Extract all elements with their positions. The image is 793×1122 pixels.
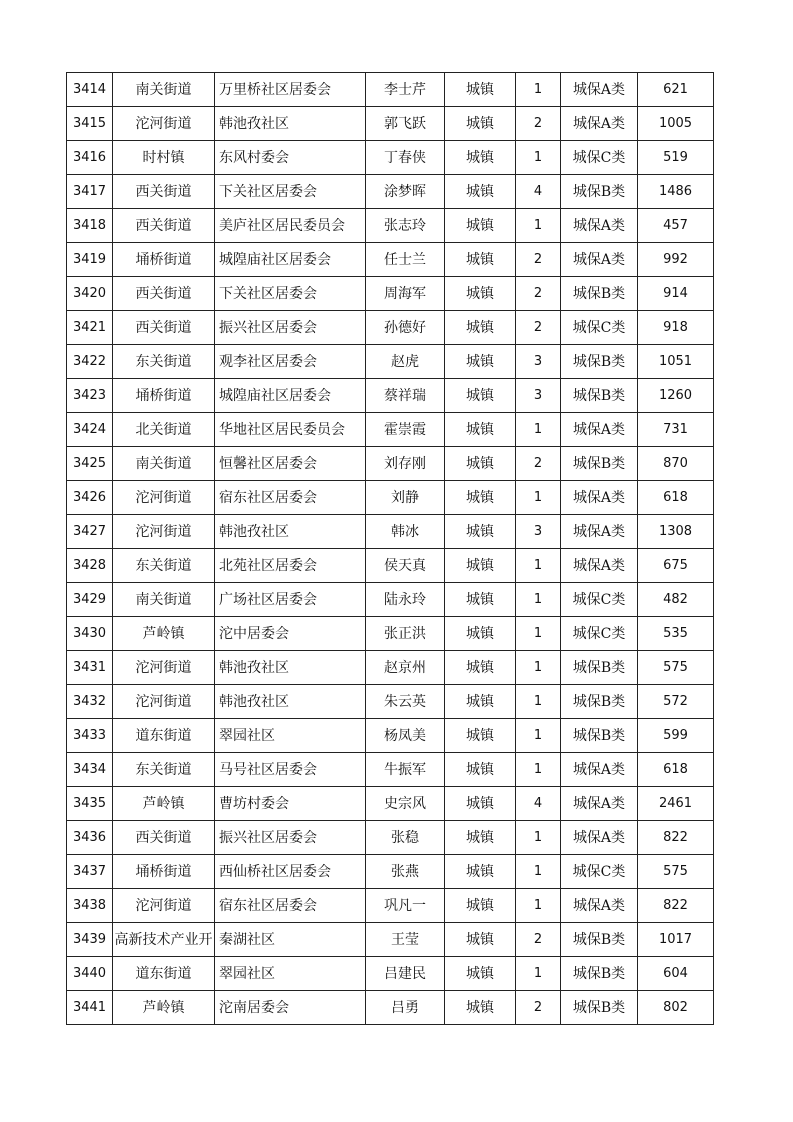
- household-count-cell: 1: [516, 73, 561, 107]
- amount-cell: 822: [638, 889, 714, 923]
- area-type-cell: 城镇: [445, 413, 516, 447]
- table-row: [67, 991, 714, 1025]
- row-id-cell: 3421: [67, 311, 113, 345]
- insurance-category-cell: 城保B类: [561, 991, 638, 1025]
- amount-cell: 599: [638, 719, 714, 753]
- amount-cell: 618: [638, 753, 714, 787]
- insurance-category-cell: 城保B类: [561, 651, 638, 685]
- community-cell: 曹坊村委会: [215, 787, 366, 821]
- community-cell: 城隍庙社区居委会: [215, 243, 366, 277]
- amount-cell: 618: [638, 481, 714, 515]
- amount-cell: 731: [638, 413, 714, 447]
- insurance-category-cell: 城保B类: [561, 447, 638, 481]
- street-cell: 西关街道: [113, 821, 215, 855]
- insurance-category-cell: 城保A类: [561, 107, 638, 141]
- household-count-cell: 2: [516, 107, 561, 141]
- household-count-cell: 1: [516, 753, 561, 787]
- community-cell: 华地社区居民委员会: [215, 413, 366, 447]
- table-row: [67, 889, 714, 923]
- household-count-cell: 1: [516, 957, 561, 991]
- row-id-cell: 3415: [67, 107, 113, 141]
- street-cell: 沱河街道: [113, 481, 215, 515]
- community-cell: 韩池孜社区: [215, 107, 366, 141]
- table-row: [67, 277, 714, 311]
- street-cell: 埇桥街道: [113, 855, 215, 889]
- area-type-cell: 城镇: [445, 481, 516, 515]
- amount-cell: 992: [638, 243, 714, 277]
- person-name-cell: 张正洪: [366, 617, 445, 651]
- table-row: [67, 685, 714, 719]
- table-row: [67, 209, 714, 243]
- street-cell: 沱河街道: [113, 685, 215, 719]
- amount-cell: 1260: [638, 379, 714, 413]
- insurance-category-cell: 城保C类: [561, 617, 638, 651]
- row-id-cell: 3417: [67, 175, 113, 209]
- street-cell: 东关街道: [113, 345, 215, 379]
- row-id-cell: 3439: [67, 923, 113, 957]
- amount-cell: 914: [638, 277, 714, 311]
- insurance-category-cell: 城保B类: [561, 685, 638, 719]
- community-cell: 马号社区居委会: [215, 753, 366, 787]
- street-cell: 高新技术产业开: [113, 923, 215, 957]
- person-name-cell: 丁春侠: [366, 141, 445, 175]
- household-count-cell: 1: [516, 719, 561, 753]
- area-type-cell: 城镇: [445, 923, 516, 957]
- area-type-cell: 城镇: [445, 243, 516, 277]
- person-name-cell: 郭飞跃: [366, 107, 445, 141]
- insurance-category-cell: 城保B类: [561, 379, 638, 413]
- area-type-cell: 城镇: [445, 651, 516, 685]
- street-cell: 西关街道: [113, 209, 215, 243]
- area-type-cell: 城镇: [445, 753, 516, 787]
- community-cell: 翠园社区: [215, 719, 366, 753]
- person-name-cell: 朱云英: [366, 685, 445, 719]
- household-count-cell: 1: [516, 481, 561, 515]
- amount-cell: 457: [638, 209, 714, 243]
- street-cell: 南关街道: [113, 447, 215, 481]
- table-row: [67, 311, 714, 345]
- table-row: [67, 651, 714, 685]
- person-name-cell: 刘存刚: [366, 447, 445, 481]
- insurance-category-cell: 城保C类: [561, 855, 638, 889]
- row-id-cell: 3441: [67, 991, 113, 1025]
- insurance-category-cell: 城保A类: [561, 481, 638, 515]
- street-cell: 东关街道: [113, 549, 215, 583]
- household-count-cell: 1: [516, 549, 561, 583]
- amount-cell: 604: [638, 957, 714, 991]
- street-cell: 北关街道: [113, 413, 215, 447]
- row-id-cell: 3434: [67, 753, 113, 787]
- person-name-cell: 巩凡一: [366, 889, 445, 923]
- table-row: [67, 957, 714, 991]
- table-row: [67, 923, 714, 957]
- table-row: [67, 175, 714, 209]
- area-type-cell: 城镇: [445, 141, 516, 175]
- household-count-cell: 2: [516, 243, 561, 277]
- community-cell: 下关社区居委会: [215, 277, 366, 311]
- table-row: [67, 787, 714, 821]
- insurance-category-cell: 城保C类: [561, 141, 638, 175]
- amount-cell: 1051: [638, 345, 714, 379]
- table-row: [67, 481, 714, 515]
- community-cell: 韩池孜社区: [215, 685, 366, 719]
- community-cell: 韩池孜社区: [215, 651, 366, 685]
- household-count-cell: 1: [516, 651, 561, 685]
- area-type-cell: 城镇: [445, 209, 516, 243]
- household-count-cell: 2: [516, 311, 561, 345]
- area-type-cell: 城镇: [445, 549, 516, 583]
- row-id-cell: 3423: [67, 379, 113, 413]
- amount-cell: 918: [638, 311, 714, 345]
- person-name-cell: 史宗风: [366, 787, 445, 821]
- person-name-cell: 孙德好: [366, 311, 445, 345]
- household-count-cell: 4: [516, 175, 561, 209]
- table-row: [67, 855, 714, 889]
- area-type-cell: 城镇: [445, 277, 516, 311]
- row-id-cell: 3440: [67, 957, 113, 991]
- person-name-cell: 涂梦晖: [366, 175, 445, 209]
- insurance-category-cell: 城保A类: [561, 753, 638, 787]
- amount-cell: 1308: [638, 515, 714, 549]
- person-name-cell: 赵虎: [366, 345, 445, 379]
- area-type-cell: 城镇: [445, 719, 516, 753]
- area-type-cell: 城镇: [445, 175, 516, 209]
- insurance-category-cell: 城保A类: [561, 73, 638, 107]
- row-id-cell: 3418: [67, 209, 113, 243]
- street-cell: 沱河街道: [113, 889, 215, 923]
- area-type-cell: 城镇: [445, 107, 516, 141]
- insurance-category-cell: 城保B类: [561, 277, 638, 311]
- household-count-cell: 2: [516, 923, 561, 957]
- amount-cell: 1005: [638, 107, 714, 141]
- area-type-cell: 城镇: [445, 855, 516, 889]
- street-cell: 芦岭镇: [113, 617, 215, 651]
- person-name-cell: 周海军: [366, 277, 445, 311]
- row-id-cell: 3425: [67, 447, 113, 481]
- community-cell: 北苑社区居委会: [215, 549, 366, 583]
- area-type-cell: 城镇: [445, 685, 516, 719]
- amount-cell: 575: [638, 855, 714, 889]
- household-count-cell: 2: [516, 991, 561, 1025]
- row-id-cell: 3436: [67, 821, 113, 855]
- household-count-cell: 2: [516, 447, 561, 481]
- row-id-cell: 3438: [67, 889, 113, 923]
- insurance-category-cell: 城保A类: [561, 549, 638, 583]
- table-row: [67, 447, 714, 481]
- area-type-cell: 城镇: [445, 345, 516, 379]
- household-count-cell: 3: [516, 515, 561, 549]
- row-id-cell: 3424: [67, 413, 113, 447]
- household-count-cell: 1: [516, 209, 561, 243]
- row-id-cell: 3420: [67, 277, 113, 311]
- community-cell: 广场社区居委会: [215, 583, 366, 617]
- row-id-cell: 3433: [67, 719, 113, 753]
- area-type-cell: 城镇: [445, 821, 516, 855]
- community-cell: 宿东社区居委会: [215, 481, 366, 515]
- table-row: [67, 73, 714, 107]
- street-cell: 埇桥街道: [113, 243, 215, 277]
- household-count-cell: 3: [516, 345, 561, 379]
- amount-cell: 802: [638, 991, 714, 1025]
- community-cell: 宿东社区居委会: [215, 889, 366, 923]
- insurance-category-cell: 城保A类: [561, 787, 638, 821]
- area-type-cell: 城镇: [445, 379, 516, 413]
- community-cell: 万里桥社区居委会: [215, 73, 366, 107]
- street-cell: 东关街道: [113, 753, 215, 787]
- street-cell: 芦岭镇: [113, 787, 215, 821]
- community-cell: 恒馨社区居委会: [215, 447, 366, 481]
- table-row: [67, 753, 714, 787]
- area-type-cell: 城镇: [445, 583, 516, 617]
- person-name-cell: 韩冰: [366, 515, 445, 549]
- amount-cell: 675: [638, 549, 714, 583]
- amount-cell: 2461: [638, 787, 714, 821]
- insurance-category-cell: 城保B类: [561, 345, 638, 379]
- area-type-cell: 城镇: [445, 957, 516, 991]
- amount-cell: 621: [638, 73, 714, 107]
- row-id-cell: 3435: [67, 787, 113, 821]
- community-cell: 翠园社区: [215, 957, 366, 991]
- household-count-cell: 1: [516, 855, 561, 889]
- person-name-cell: 杨凤美: [366, 719, 445, 753]
- person-name-cell: 蔡祥瑞: [366, 379, 445, 413]
- street-cell: 沱河街道: [113, 651, 215, 685]
- area-type-cell: 城镇: [445, 515, 516, 549]
- person-name-cell: 张志玲: [366, 209, 445, 243]
- amount-cell: 482: [638, 583, 714, 617]
- table-row: [67, 413, 714, 447]
- table-row: [67, 583, 714, 617]
- row-id-cell: 3431: [67, 651, 113, 685]
- street-cell: 芦岭镇: [113, 991, 215, 1025]
- community-cell: 下关社区居委会: [215, 175, 366, 209]
- records-table-body: [67, 73, 714, 1025]
- insurance-category-cell: 城保A类: [561, 889, 638, 923]
- amount-cell: 822: [638, 821, 714, 855]
- insurance-category-cell: 城保B类: [561, 719, 638, 753]
- person-name-cell: 吕勇: [366, 991, 445, 1025]
- insurance-category-cell: 城保C类: [561, 311, 638, 345]
- insurance-category-cell: 城保A类: [561, 821, 638, 855]
- person-name-cell: 张稳: [366, 821, 445, 855]
- household-count-cell: 1: [516, 617, 561, 651]
- row-id-cell: 3427: [67, 515, 113, 549]
- street-cell: 西关街道: [113, 311, 215, 345]
- area-type-cell: 城镇: [445, 73, 516, 107]
- community-cell: 秦湖社区: [215, 923, 366, 957]
- street-cell: 沱河街道: [113, 107, 215, 141]
- street-cell: 时村镇: [113, 141, 215, 175]
- community-cell: 沱中居委会: [215, 617, 366, 651]
- records-table: [66, 72, 714, 1025]
- person-name-cell: 李士芹: [366, 73, 445, 107]
- row-id-cell: 3428: [67, 549, 113, 583]
- community-cell: 韩池孜社区: [215, 515, 366, 549]
- street-cell: 道东街道: [113, 957, 215, 991]
- person-name-cell: 赵京州: [366, 651, 445, 685]
- insurance-category-cell: 城保A类: [561, 209, 638, 243]
- table-row: [67, 719, 714, 753]
- household-count-cell: 1: [516, 889, 561, 923]
- street-cell: 埇桥街道: [113, 379, 215, 413]
- street-cell: 南关街道: [113, 583, 215, 617]
- amount-cell: 575: [638, 651, 714, 685]
- insurance-category-cell: 城保B类: [561, 923, 638, 957]
- row-id-cell: 3414: [67, 73, 113, 107]
- household-count-cell: 3: [516, 379, 561, 413]
- table-row: [67, 821, 714, 855]
- area-type-cell: 城镇: [445, 787, 516, 821]
- household-count-cell: 2: [516, 277, 561, 311]
- amount-cell: 870: [638, 447, 714, 481]
- row-id-cell: 3416: [67, 141, 113, 175]
- household-count-cell: 4: [516, 787, 561, 821]
- row-id-cell: 3422: [67, 345, 113, 379]
- community-cell: 振兴社区居委会: [215, 821, 366, 855]
- community-cell: 西仙桥社区居委会: [215, 855, 366, 889]
- area-type-cell: 城镇: [445, 617, 516, 651]
- amount-cell: 1486: [638, 175, 714, 209]
- community-cell: 东风村委会: [215, 141, 366, 175]
- person-name-cell: 王莹: [366, 923, 445, 957]
- person-name-cell: 张燕: [366, 855, 445, 889]
- street-cell: 西关街道: [113, 175, 215, 209]
- insurance-category-cell: 城保A类: [561, 413, 638, 447]
- amount-cell: 519: [638, 141, 714, 175]
- insurance-category-cell: 城保A类: [561, 243, 638, 277]
- table-row: [67, 549, 714, 583]
- row-id-cell: 3419: [67, 243, 113, 277]
- household-count-cell: 1: [516, 821, 561, 855]
- community-cell: 城隍庙社区居委会: [215, 379, 366, 413]
- community-cell: 观李社区居委会: [215, 345, 366, 379]
- street-cell: 西关街道: [113, 277, 215, 311]
- person-name-cell: 吕建民: [366, 957, 445, 991]
- household-count-cell: 1: [516, 141, 561, 175]
- community-cell: 沱南居委会: [215, 991, 366, 1025]
- street-cell: 道东街道: [113, 719, 215, 753]
- table-row: [67, 617, 714, 651]
- person-name-cell: 刘静: [366, 481, 445, 515]
- community-cell: 振兴社区居委会: [215, 311, 366, 345]
- amount-cell: 535: [638, 617, 714, 651]
- area-type-cell: 城镇: [445, 447, 516, 481]
- insurance-category-cell: 城保B类: [561, 175, 638, 209]
- area-type-cell: 城镇: [445, 991, 516, 1025]
- person-name-cell: 任士兰: [366, 243, 445, 277]
- street-cell: 南关街道: [113, 73, 215, 107]
- area-type-cell: 城镇: [445, 889, 516, 923]
- table-row: [67, 141, 714, 175]
- street-cell: 沱河街道: [113, 515, 215, 549]
- area-type-cell: 城镇: [445, 311, 516, 345]
- row-id-cell: 3437: [67, 855, 113, 889]
- table-row: [67, 515, 714, 549]
- amount-cell: 1017: [638, 923, 714, 957]
- row-id-cell: 3432: [67, 685, 113, 719]
- insurance-category-cell: 城保A类: [561, 515, 638, 549]
- person-name-cell: 霍崇霞: [366, 413, 445, 447]
- person-name-cell: 侯天真: [366, 549, 445, 583]
- person-name-cell: 陆永玲: [366, 583, 445, 617]
- household-count-cell: 1: [516, 685, 561, 719]
- household-count-cell: 1: [516, 413, 561, 447]
- row-id-cell: 3426: [67, 481, 113, 515]
- community-cell: 美庐社区居民委员会: [215, 209, 366, 243]
- row-id-cell: 3429: [67, 583, 113, 617]
- table-row: [67, 107, 714, 141]
- table-row: [67, 379, 714, 413]
- table-row: [67, 345, 714, 379]
- insurance-category-cell: 城保B类: [561, 957, 638, 991]
- person-name-cell: 牛振军: [366, 753, 445, 787]
- amount-cell: 572: [638, 685, 714, 719]
- row-id-cell: 3430: [67, 617, 113, 651]
- household-count-cell: 1: [516, 583, 561, 617]
- table-row: [67, 243, 714, 277]
- insurance-category-cell: 城保C类: [561, 583, 638, 617]
